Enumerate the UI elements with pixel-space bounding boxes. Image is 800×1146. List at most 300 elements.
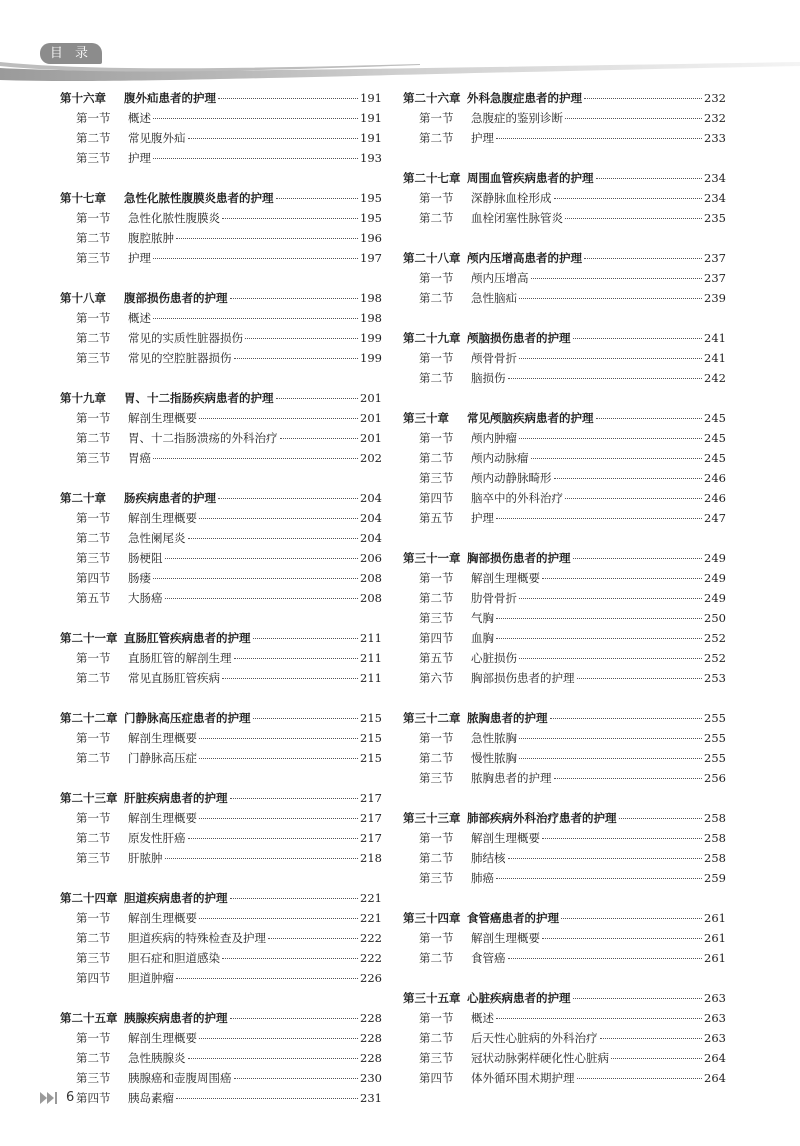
section-number: 第二节: [76, 671, 111, 685]
section-number: 第三节: [76, 351, 111, 365]
leader-dots: [268, 938, 358, 939]
toc-section-entry[interactable]: [403, 750, 726, 770]
section-title: 胃癌: [128, 451, 151, 465]
section-title: 急性阑尾炎: [128, 531, 186, 545]
toc-chapter-entry[interactable]: [60, 890, 382, 910]
toc-section-entry[interactable]: [403, 650, 726, 670]
leader-dots: [508, 858, 703, 859]
leader-dots: [153, 318, 358, 319]
toc-chapter-block: [60, 290, 382, 370]
toc-section-entry[interactable]: [60, 130, 382, 150]
page-ref: 204: [360, 511, 382, 525]
leader-dots: [199, 918, 358, 919]
chapter-title: 腹外疝患者的护理: [124, 91, 216, 105]
toc-section-entry[interactable]: [60, 150, 382, 170]
section-number: 第二节: [76, 331, 111, 345]
section-number: 第二节: [419, 131, 454, 145]
toc-section-entry[interactable]: [60, 510, 382, 530]
toc-section-entry[interactable]: [403, 1030, 726, 1050]
section-number: 第三节: [419, 871, 454, 885]
section-number: 第一节: [419, 271, 454, 285]
section-number: 第四节: [419, 1071, 454, 1085]
toc-chapter-entry[interactable]: [60, 630, 382, 650]
toc-chapter-entry[interactable]: [403, 90, 726, 110]
page-ref: 256: [704, 771, 726, 785]
toc-section-entry[interactable]: [60, 850, 382, 870]
page-ref: 208: [360, 591, 382, 605]
section-title: 常见直肠肛管疾病: [128, 671, 220, 685]
leader-dots: [234, 358, 359, 359]
chapter-title: 脓胸患者的护理: [467, 711, 548, 725]
toc-chapter-entry[interactable]: [60, 710, 382, 730]
toc-section-entry[interactable]: [403, 590, 726, 610]
chapter-number: 第二十三章: [60, 791, 118, 805]
page-ref: 195: [360, 191, 382, 205]
toc-section-entry[interactable]: [403, 350, 726, 370]
chapter-number: 第三十三章: [403, 811, 461, 825]
leader-dots: [519, 738, 702, 739]
toc-chapter-entry[interactable]: [403, 330, 726, 350]
toc-chapter-entry[interactable]: [403, 990, 726, 1010]
leader-dots: [245, 338, 358, 339]
leader-dots: [584, 258, 702, 259]
section-title: 急腹症的鉴别诊断: [471, 111, 563, 125]
page-ref: 258: [704, 811, 726, 825]
toc-section-entry[interactable]: [60, 350, 382, 370]
section-number: 第三节: [76, 151, 111, 165]
section-number: 第一节: [76, 811, 111, 825]
chapter-number: 第十六章: [60, 91, 106, 105]
section-number: 第四节: [419, 491, 454, 505]
toc-chapter-entry[interactable]: [60, 1010, 382, 1030]
leader-dots: [230, 798, 359, 799]
toc-section-entry[interactable]: [60, 950, 382, 970]
section-title: 肝脓肿: [128, 851, 163, 865]
chapter-number: 第二十一章: [60, 631, 118, 645]
toc-section-entry[interactable]: [403, 930, 726, 950]
leader-dots: [199, 818, 358, 819]
section-title: 心脏损伤: [471, 651, 517, 665]
toc-section-entry[interactable]: [403, 1070, 726, 1090]
page-ref: 217: [360, 811, 382, 825]
leader-dots: [542, 838, 702, 839]
chapter-number: 第二十七章: [403, 171, 461, 185]
toc-section-entry[interactable]: [60, 650, 382, 670]
page-ref: 222: [360, 951, 382, 965]
section-number: 第一节: [419, 931, 454, 945]
section-number: 第五节: [76, 591, 111, 605]
leader-dots: [550, 718, 703, 719]
toc-chapter-entry[interactable]: [60, 90, 382, 110]
page-ref: 228: [360, 1011, 382, 1025]
page-ref: 218: [360, 851, 382, 865]
page-ref: 234: [704, 171, 726, 185]
leader-dots: [596, 178, 703, 179]
toc-section-entry[interactable]: [60, 830, 382, 850]
section-number: 第一节: [76, 911, 111, 925]
toc-section-entry[interactable]: [60, 970, 382, 990]
section-title: 慢性脓胸: [471, 751, 517, 765]
leader-dots: [176, 238, 358, 239]
chapter-number: 第二十章: [60, 491, 106, 505]
page-footer: [40, 1090, 74, 1105]
leader-dots: [496, 518, 702, 519]
chapter-number: 第三十二章: [403, 711, 461, 725]
page-ref: 252: [704, 631, 726, 645]
page-ref: 250: [704, 611, 726, 625]
leader-dots: [577, 1078, 703, 1079]
section-title: 颅内动静脉畸形: [471, 471, 552, 485]
toc-section-entry[interactable]: [403, 470, 726, 490]
toc-section-entry[interactable]: [403, 850, 726, 870]
page-ref: 245: [704, 431, 726, 445]
leader-dots: [519, 658, 702, 659]
leader-dots: [230, 298, 359, 299]
section-title: 胸部损伤患者的护理: [471, 671, 575, 685]
leader-dots: [542, 938, 702, 939]
toc-section-entry[interactable]: [60, 1030, 382, 1050]
toc-chapter-block: [403, 410, 726, 530]
section-title: 脑卒中的外科治疗: [471, 491, 563, 505]
leader-dots: [531, 278, 703, 279]
leader-dots: [176, 1098, 358, 1099]
toc-section-entry[interactable]: [60, 1090, 382, 1110]
toc-section-entry[interactable]: [403, 570, 726, 590]
page-ref: 239: [704, 291, 726, 305]
page-ref: 228: [360, 1051, 382, 1065]
section-title: 胆道肿瘤: [128, 971, 174, 985]
leader-dots: [153, 578, 358, 579]
chapter-number: 第二十六章: [403, 91, 461, 105]
toc-chapter-entry[interactable]: [403, 170, 726, 190]
toc-section-entry[interactable]: [403, 1050, 726, 1070]
toc-section-entry[interactable]: [403, 210, 726, 230]
page-ref: 232: [704, 111, 726, 125]
page-ref: 255: [704, 711, 726, 725]
page-ref: 253: [704, 671, 726, 685]
section-title: 解剖生理概要: [471, 831, 540, 845]
toc-section-entry[interactable]: [403, 730, 726, 750]
leader-dots: [584, 98, 702, 99]
leader-dots: [188, 1058, 359, 1059]
page-ref: 231: [360, 1091, 382, 1105]
leader-dots: [519, 358, 702, 359]
section-title: 胆石症和胆道感染: [128, 951, 220, 965]
page-ref: 246: [704, 491, 726, 505]
leader-dots: [188, 838, 359, 839]
leader-dots: [519, 438, 702, 439]
toc-chapter-block: [60, 630, 382, 690]
section-number: 第一节: [419, 351, 454, 365]
toc-section-entry[interactable]: [60, 110, 382, 130]
page-ref: 217: [360, 791, 382, 805]
section-number: 第一节: [419, 191, 454, 205]
page-ref: 261: [704, 951, 726, 965]
toc-section-entry[interactable]: [60, 750, 382, 770]
toc-section-entry[interactable]: [403, 670, 726, 690]
toc-section-entry[interactable]: [60, 1070, 382, 1090]
section-title: 腹腔脓肿: [128, 231, 174, 245]
section-title: 胆道疾病的特殊检查及护理: [128, 931, 266, 945]
leader-dots: [596, 418, 703, 419]
section-title: 胰岛素瘤: [128, 1091, 174, 1105]
toc-section-entry[interactable]: [403, 190, 726, 210]
toc-right-column: [403, 90, 726, 1110]
section-title: 颅骨骨折: [471, 351, 517, 365]
section-title: 脑损伤: [471, 371, 506, 385]
toc-section-entry[interactable]: [60, 430, 382, 450]
toc-section-entry[interactable]: [60, 730, 382, 750]
section-number: 第三节: [419, 611, 454, 625]
section-number: 第一节: [76, 731, 111, 745]
page-ref: 199: [360, 331, 382, 345]
toc-chapter-entry[interactable]: [60, 290, 382, 310]
leader-dots: [496, 1018, 702, 1019]
toc-section-entry[interactable]: [403, 490, 726, 510]
leader-dots: [565, 218, 702, 219]
leader-dots: [176, 978, 358, 979]
toc-chapter-block: [60, 1010, 382, 1110]
section-number: 第一节: [419, 831, 454, 845]
section-number: 第二节: [419, 951, 454, 965]
page-ref: 221: [360, 911, 382, 925]
toc-section-entry[interactable]: [403, 950, 726, 970]
toc-section-entry[interactable]: [60, 450, 382, 470]
section-title: 常见腹外疝: [128, 131, 186, 145]
section-number: 第一节: [76, 211, 111, 225]
section-title: 体外循环围术期护理: [471, 1071, 575, 1085]
section-title: 概述: [471, 1011, 494, 1025]
section-number: 第三节: [76, 951, 111, 965]
toc-section-entry[interactable]: [60, 590, 382, 610]
leader-dots: [199, 518, 358, 519]
section-title: 护理: [128, 151, 151, 165]
chapter-title: 常见颅脑疾病患者的护理: [467, 411, 594, 425]
page-ref: 263: [704, 991, 726, 1005]
toc-section-entry[interactable]: [60, 250, 382, 270]
leader-dots: [508, 958, 703, 959]
section-title: 常见的实质性脏器损伤: [128, 331, 243, 345]
section-title: 急性脓胸: [471, 731, 517, 745]
toc-section-entry[interactable]: [60, 670, 382, 690]
page-ref: 233: [704, 131, 726, 145]
toc-section-entry[interactable]: [403, 510, 726, 530]
chapter-title: 外科急腹症患者的护理: [467, 91, 582, 105]
toc-chapter-entry[interactable]: [60, 190, 382, 210]
toc-section-entry[interactable]: [403, 130, 726, 150]
section-title: 解剖生理概要: [128, 731, 197, 745]
toc-section-entry[interactable]: [403, 870, 726, 890]
page-ref: 235: [704, 211, 726, 225]
chapter-title: 胰腺疾病患者的护理: [124, 1011, 228, 1025]
chapter-title: 胃、十二指肠疾病患者的护理: [124, 391, 274, 405]
page-ref: 211: [360, 671, 382, 685]
section-title: 护理: [471, 131, 494, 145]
page-ref: 202: [360, 451, 382, 465]
chapter-number: 第三十五章: [403, 991, 461, 1005]
toc-chapter-entry[interactable]: [403, 410, 726, 430]
section-title: 直肠肛管的解剖生理: [128, 651, 232, 665]
section-number: 第三节: [76, 551, 111, 565]
section-number: 第二节: [76, 231, 111, 245]
chapter-title: 胸部损伤患者的护理: [467, 551, 571, 565]
toc-chapter-entry[interactable]: [403, 910, 726, 930]
toc-section-entry[interactable]: [60, 930, 382, 950]
leader-dots: [199, 738, 358, 739]
section-number: 第二节: [76, 931, 111, 945]
toc-chapter-block: [403, 990, 726, 1090]
leader-dots: [165, 558, 359, 559]
toc-section-entry[interactable]: [403, 770, 726, 790]
section-number: 第六节: [419, 671, 454, 685]
section-title: 气胸: [471, 611, 494, 625]
section-title: 肺结核: [471, 851, 506, 865]
toc-section-entry[interactable]: [403, 430, 726, 450]
page-ref: 241: [704, 331, 726, 345]
section-number: 第四节: [419, 631, 454, 645]
page-ref: 198: [360, 311, 382, 325]
toc-chapter-block: [403, 710, 726, 790]
toc-section-entry[interactable]: [60, 530, 382, 550]
toc-section-entry[interactable]: [403, 630, 726, 650]
leader-dots: [230, 1018, 359, 1019]
chapter-title: 门静脉高压症患者的护理: [124, 711, 251, 725]
toc-section-entry[interactable]: [60, 310, 382, 330]
page-ref: 226: [360, 971, 382, 985]
page-ref: 211: [360, 631, 382, 645]
toc-chapter-entry[interactable]: [403, 810, 726, 830]
toc-section-entry[interactable]: [403, 270, 726, 290]
toc-section-entry[interactable]: [60, 570, 382, 590]
toc-section-entry[interactable]: [60, 810, 382, 830]
toc-section-entry[interactable]: [403, 110, 726, 130]
section-title: 肋骨骨折: [471, 591, 517, 605]
leader-dots: [153, 118, 358, 119]
section-number: 第一节: [76, 1031, 111, 1045]
toc-chapter-block: [403, 170, 726, 230]
section-number: 第二节: [419, 291, 454, 305]
page-ref: 221: [360, 891, 382, 905]
section-title: 护理: [471, 511, 494, 525]
section-title: 颅内动脉瘤: [471, 451, 529, 465]
chapter-title: 腹部损伤患者的护理: [124, 291, 228, 305]
leader-dots: [222, 218, 358, 219]
toc-chapter-entry[interactable]: [403, 250, 726, 270]
page-ref: 246: [704, 471, 726, 485]
toc-section-entry[interactable]: [403, 1010, 726, 1030]
section-number: 第三节: [419, 1051, 454, 1065]
section-number: 第三节: [419, 471, 454, 485]
toc-chapter-block: [403, 810, 726, 890]
page-ref: 191: [360, 131, 382, 145]
toc-chapter-entry[interactable]: [60, 790, 382, 810]
toc-section-entry[interactable]: [60, 550, 382, 570]
page-ref: 232: [704, 91, 726, 105]
section-title: 概述: [128, 311, 151, 325]
toc-chapter-block: [60, 90, 382, 170]
page-ref: 204: [360, 531, 382, 545]
section-title: 颅内肿瘤: [471, 431, 517, 445]
section-number: 第二节: [419, 591, 454, 605]
chapter-title: 食管癌患者的护理: [467, 911, 559, 925]
chapter-title: 直肠肛管疾病患者的护理: [124, 631, 251, 645]
toc-chapter-entry[interactable]: [403, 710, 726, 730]
toc-section-entry[interactable]: [60, 330, 382, 350]
toc-section-entry[interactable]: [60, 230, 382, 250]
leader-dots: [253, 638, 359, 639]
section-title: 急性胰腺炎: [128, 1051, 186, 1065]
section-number: 第四节: [76, 571, 111, 585]
page-ref: 237: [704, 251, 726, 265]
page-ref: 245: [704, 451, 726, 465]
leader-dots: [554, 198, 703, 199]
leader-dots: [199, 758, 358, 759]
toc-chapter-entry[interactable]: [403, 550, 726, 570]
page-ref: 208: [360, 571, 382, 585]
leader-dots: [222, 678, 358, 679]
toc-section-entry[interactable]: [403, 290, 726, 310]
leader-dots: [230, 898, 359, 899]
section-title: 后天性心脏病的外科治疗: [471, 1031, 598, 1045]
leader-dots: [188, 138, 359, 139]
chapter-title: 胆道疾病患者的护理: [124, 891, 228, 905]
section-title: 急性脑疝: [471, 291, 517, 305]
leader-dots: [565, 498, 702, 499]
toc-section-entry[interactable]: [403, 610, 726, 630]
section-number: 第二节: [76, 751, 111, 765]
chapter-number: 第二十五章: [60, 1011, 118, 1025]
section-number: 第一节: [76, 651, 111, 665]
toc-section-entry[interactable]: [60, 410, 382, 430]
toc-section-entry[interactable]: [60, 210, 382, 230]
leader-dots: [496, 138, 702, 139]
leader-dots: [253, 718, 359, 719]
toc-chapter-block: [403, 250, 726, 310]
toc-chapter-entry[interactable]: [60, 490, 382, 510]
leader-dots: [165, 598, 359, 599]
leader-dots: [519, 298, 702, 299]
leader-dots: [573, 338, 703, 339]
page-ref: 228: [360, 1031, 382, 1045]
section-title: 护理: [128, 251, 151, 265]
page-ref: 215: [360, 751, 382, 765]
section-title: 大肠癌: [128, 591, 163, 605]
toc-section-entry[interactable]: [60, 1050, 382, 1070]
toc-section-entry[interactable]: [403, 370, 726, 390]
toc-section-entry[interactable]: [403, 830, 726, 850]
chapter-number: 第二十八章: [403, 251, 461, 265]
section-number: 第三节: [419, 771, 454, 785]
section-number: 第三节: [76, 851, 111, 865]
leader-dots: [234, 658, 359, 659]
toc-chapter-block: [403, 330, 726, 390]
page-ref: 249: [704, 571, 726, 585]
page-ref: 193: [360, 151, 382, 165]
page-ref: 249: [704, 591, 726, 605]
section-number: 第一节: [76, 511, 111, 525]
toc-section-entry[interactable]: [60, 910, 382, 930]
toc-section-entry[interactable]: [403, 450, 726, 470]
section-number: 第二节: [76, 131, 111, 145]
section-number: 第二节: [419, 371, 454, 385]
section-number: 第二节: [419, 851, 454, 865]
toc-chapter-entry[interactable]: [60, 390, 382, 410]
section-title: 肠梗阻: [128, 551, 163, 565]
page-ref: 217: [360, 831, 382, 845]
section-title: 冠状动脉粥样硬化性心脏病: [471, 1051, 609, 1065]
section-title: 解剖生理概要: [471, 931, 540, 945]
leader-dots: [276, 398, 359, 399]
